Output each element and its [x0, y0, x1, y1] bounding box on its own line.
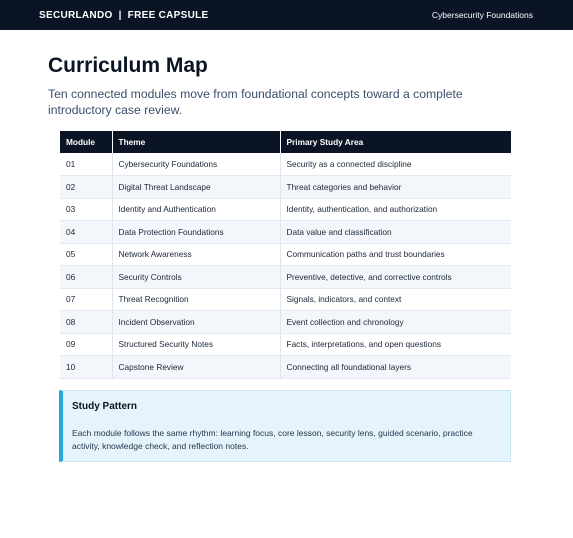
table-header	[60, 131, 511, 153]
table-row	[60, 266, 511, 289]
curriculum-table	[60, 131, 511, 379]
study-area-cell: Connecting all foundational layers	[280, 356, 511, 379]
table-row	[60, 243, 511, 266]
column-header-study-area: Primary Study Area	[280, 131, 511, 153]
module-number-cell: 06	[60, 266, 112, 289]
page-title: Curriculum Map	[48, 54, 208, 77]
table-row	[60, 356, 511, 379]
table-row	[60, 288, 511, 311]
table-row	[60, 153, 511, 176]
column-header-theme: Theme	[112, 131, 280, 153]
page-subtitle: Ten connected modules move from foundational concepts toward a complete introductory case review.	[48, 87, 463, 117]
capsule-label: FREE CAPSULE	[127, 9, 209, 21]
table-row	[60, 176, 511, 199]
brand-lockup	[39, 10, 209, 21]
study-area-cell: Event collection and chronology	[280, 311, 511, 334]
callout-body: Each module follows the same rhythm: learning focus, core lesson, security lens, guided scenario, practice activity, knowledge check, and reflection notes.	[72, 428, 473, 451]
brand-name: SECURLANDO	[39, 9, 113, 21]
callout-title: Study Pattern	[72, 401, 138, 412]
table-header-row	[60, 131, 511, 153]
theme-cell: Structured Security Notes	[112, 333, 280, 356]
theme-cell: Capstone Review	[112, 356, 280, 379]
table-body	[60, 153, 511, 378]
table-row	[60, 311, 511, 334]
top-header-bar	[0, 0, 573, 30]
theme-cell: Identity and Authentication	[112, 198, 280, 221]
study-area-cell: Security as a connected discipline	[280, 153, 511, 176]
brand-separator: |	[118, 9, 122, 21]
table-row	[60, 333, 511, 356]
module-number-cell: 05	[60, 243, 112, 266]
study-area-cell: Communication paths and trust boundaries	[280, 243, 511, 266]
study-area-cell: Preventive, detective, and corrective controls	[280, 266, 511, 289]
study-area-cell: Signals, indicators, and context	[280, 288, 511, 311]
study-area-cell: Data value and classification	[280, 221, 511, 244]
table-row	[60, 198, 511, 221]
module-number-cell: 02	[60, 176, 112, 199]
study-pattern-callout	[59, 390, 511, 462]
study-area-cell: Identity, authentication, and authorization	[280, 198, 511, 221]
theme-cell: Data Protection Foundations	[112, 221, 280, 244]
theme-cell: Threat Recognition	[112, 288, 280, 311]
theme-cell: Incident Observation	[112, 311, 280, 334]
module-number-cell: 04	[60, 221, 112, 244]
table-row	[60, 221, 511, 244]
study-area-cell: Facts, interpretations, and open questions	[280, 333, 511, 356]
module-number-cell: 09	[60, 333, 112, 356]
module-number-cell: 01	[60, 153, 112, 176]
theme-cell: Security Controls	[112, 266, 280, 289]
theme-cell: Digital Threat Landscape	[112, 176, 280, 199]
column-header-module: Module	[60, 131, 112, 153]
module-number-cell: 03	[60, 198, 112, 221]
course-name: Cybersecurity Foundations	[431, 10, 533, 20]
module-number-cell: 07	[60, 288, 112, 311]
study-area-cell: Threat categories and behavior	[280, 176, 511, 199]
theme-cell: Network Awareness	[112, 243, 280, 266]
theme-cell: Cybersecurity Foundations	[112, 153, 280, 176]
module-number-cell: 08	[60, 311, 112, 334]
module-number-cell: 10	[60, 356, 112, 379]
